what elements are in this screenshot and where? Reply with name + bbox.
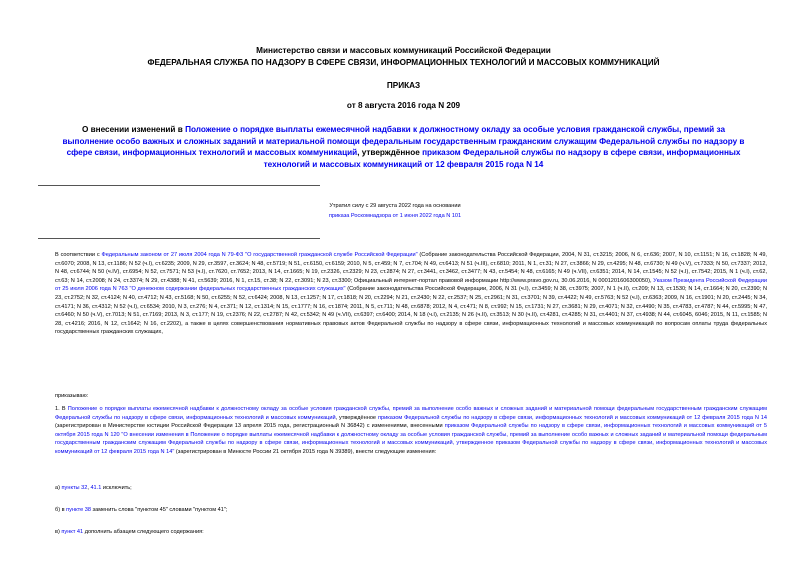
preamble-text-1: В соответствии с <box>55 252 102 258</box>
doc-type: ПРИКАЗ <box>386 81 421 90</box>
item-1-text-2: , утверждённое <box>335 414 378 421</box>
item-1-link-regulation[interactable]: Положение о порядке выплаты ежемесячной надбавки к должностному окладу за особые условия гражданской службы, премий за выполнение особо важных и сложных заданий и материальной помощи федеральным государственным гражданским служащим Федеральной службы по надзору в сфере связи, информационных технологий и массовых коммуникаций <box>55 406 767 421</box>
sub-item-b <box>55 506 227 514</box>
sub-a-text-3: исключить; <box>101 485 132 491</box>
ministry-name: Министерство связи и массовых коммуникаций Российской Федерации <box>256 46 551 55</box>
title-link-order[interactable]: приказом Федеральной службы по надзору в сфере связи, информационных технологий и массовых коммуникаций от 12 февраля 2015 года N 14 <box>263 148 741 169</box>
title-middle: , утверждённое <box>357 148 423 157</box>
sub-a-link-41-1[interactable]: 41.1 <box>90 485 102 491</box>
separator-bottom <box>38 238 320 239</box>
sub-item-a <box>55 484 132 492</box>
sub-b-text-1: б) в <box>55 507 67 513</box>
preamble-text-3: (Собрание законодательства Российской Федерации, 2006, N 31 (ч.I), ст.3459; N 38, ст.3975; 2007, N 1 (ч.II), ст.209; N 13, ст.1530; N 14, ст.1664; N 20, ст.2390; N 23, ст.2752; N 32, ст.4124; N 40, ст.4712; N 43, ст.5168; N 50, ст.6255; N 52, ст.6424; 2008, N 13, ст.1257; N 17, ст.1818; N 20, ст.2294; N 21, ст.2430; N 22, ст.2537; N 25, ст.2961; N 31, ст.3701; N 39, ст.4422; N 49, ст.5763; N 52 (ч.I), ст.6363; 2009, N 16, ст.1901; N 20, ст.2445; N 34, ст.4171; N 36, ст.4312; N 52 (ч.I), ст.6534; 2010, N 3, ст.276; N 4, ст.371; N 12, ст.1314; N 15, ст.1777; N 16, ст.1874; 2011, N 5, ст.711; N 48, ст.6878; 2012, N 4, ст.471; N 8, ст.992; N 15, ст.1731; N 27, ст.3681; N 29, ст.4071; N 32, ст.4490; N 35, ст.4783, ст.4787; N 44, ст.5995; N 47, ст.6460; N 50 (ч.V), ст.7013; N 51, ст.7169; 2013, N 3, ст.177; N 19, ст.2376; N 22, ст.2787; N 42, ст.5342; N 49 (ч.VII), ст.6397; ст.6400; 2014, N 18 (ч.I), ст.2135; N 26 (ч.II), ст.3513; N 30 (ч.II), ст.4281, ст.4285; N 31, ст.4401; N 37, ст.4938; N 44, ст.6045, 6046; 2015, N 11, ст.1585; N 28, ст.4216; 2016, N 12, ст.1642; N 16, ст.2202), а также в целях совершенствования нормативных правовых актов Федеральной службы по надзору в сфере связи, информационных технологий и массовых коммуникаций по вопросам оплаты труда федеральных государственных гражданских служащих, <box>55 286 768 336</box>
sub-c-text-2: дополнить абзацем следующего содержания: <box>83 529 204 535</box>
sub-c-link-41[interactable]: пункт 41 <box>61 529 84 535</box>
title-link-regulation[interactable]: Положение о порядке выплаты ежемесячной надбавки к должностному окладу за особые условия гражданской службы, премий за выполнение особо важных и сложных заданий и материальной помощи федеральным государственным гражданским служащим Федеральной службы по надзору в сфере связи, информационных технологий и массовых коммуникаций <box>62 125 745 157</box>
item-1-paragraph <box>55 405 767 457</box>
item-1-text-4: (зарегистрирован в Минюсте России 21 октября 2015 года N 39389), внести следующие изменения: <box>174 448 437 455</box>
repealed-note <box>300 201 490 221</box>
repealed-link[interactable]: приказа Роскомнадзора от 1 июня 2022 года N 101 <box>328 213 462 219</box>
item-1-link-order-120[interactable]: приказом Федеральной службы по надзору в сфере связи, информационных технологий и массовых коммуникаций от 5 октября 2015 года N 120 "О внесении изменения в Положение о порядке выплаты ежемесячной надбавки к должностному окладу за особые условия гражданской службы, премий за выполнение особо важных и сложных заданий и материальной помощи федеральным государственным гражданским служащим Федеральной службы по надзору в сфере связи, информационных технологий и массовых коммуникаций, утвержденное приказом Федеральной службы по надзору в сфере связи, информационных технологий и массовых коммуникаций от 12 февраля 2015 года N 14" <box>55 423 767 455</box>
item-1-text-3: (зарегистрирован в Министерстве юстиции Российской Федерации 13 апреля 2015 года, регистрационный N 36842) с изменениями, внесенными <box>55 423 445 430</box>
sub-a-text-1: а) <box>55 485 62 491</box>
preamble-paragraph <box>55 251 767 337</box>
item-1-text-1: 1. В <box>55 406 68 412</box>
title-prefix: О внесении изменений в <box>81 125 186 134</box>
item-1-link-order-14[interactable]: приказом Федеральной службы по надзору в сфере связи, информационных технологий и массовых коммуникаций от 12 февраля 2015 года N 14 <box>377 414 767 421</box>
service-name: ФЕДЕРАЛЬНАЯ СЛУЖБА ПО НАДЗОРУ В СФЕРЕ СВЯЗИ, ИНФОРМАЦИОННЫХ ТЕХНОЛОГИЙ И МАССОВЫХ КОММУНИКАЦИЙ <box>147 58 660 67</box>
sub-item-c <box>55 528 204 536</box>
order-word: приказываю: <box>55 393 89 399</box>
document-title <box>60 124 747 170</box>
repealed-text: Утратил силу с 29 августа 2022 года на основании <box>329 203 461 209</box>
sub-c-text-1: в) <box>55 529 62 535</box>
separator-top <box>38 185 320 186</box>
sub-b-link-38[interactable]: пункте 38 <box>66 507 91 513</box>
preamble-text-2: (Собрание законодательства Российской Федерации, 2004, N 31, ст.3215; 2006, N 6, ст.636; 2007, N 10, ст.1151; N 16, ст.1828; N 49, ст.6070; 2008, N 13, ст.1186; N 52 (ч.I), ст.6235; 2009, N 29, ст.3597, ст.3624; N 48, ст.5719; N 51, ст.6150, ст.6159; 2010, N 5, ст.459; N 7, ст.704; N 49, ст.6413; N 51 (ч.III), ст.6810; 2011, N 1, ст.31; N 27, ст.3866; N 29, ст.4295; N 48, ст.6730; N 49 (ч.V), ст.7333; N 50, ст.7337; 2012, N 48, ст.6744; N 50 (ч.IV), ст.6954; N 52, ст.7571; N 53 (ч.I), ст.7620, ст.7652; 2013, N 14, ст.1665; N 19, ст.2326, ст.2329; N 23, ст.2874; N 27, ст.3441, ст.3462, ст.3477; N 43, ст.5454; N 48, ст.6165; N 49 (ч.VII), ст.6351; 2014, N 14, ст.1545; N 52 (ч.I), ст.7542; 2015, N 1 (ч.I), ст.62, ст.63; N 14, ст.2008; N 24, ст.3374; N 29, ст.4388; N 41, ст.5639; 2016, N 1, ст.15, ст.38; N 22, ст.3091; N 23, ст.3300; Официальный интернет-портал правовой информации http://www.pravo.gov.ru, 30.06.2016, N 0001201606300050), <box>55 252 767 284</box>
sub-a-text-2: , <box>87 485 91 491</box>
doc-date-number: от 8 августа 2016 года N 209 <box>346 101 461 110</box>
sub-b-text-2: заменить слова "пунктом 45" словами "пунктом 41"; <box>90 507 228 513</box>
sub-a-link-32[interactable]: пункты 32 <box>61 485 88 491</box>
preamble-link-law[interactable]: Федеральным законом от 27 июля 2004 года N 79-ФЗ "О государственной гражданской службе Российской Федерации" <box>101 252 418 258</box>
preamble-link-decree[interactable]: Указом Президента Российской Федерации от 25 июля 2006 года N 763 "О денежном содержании федеральных государственных гражданских служащих" <box>55 277 767 293</box>
